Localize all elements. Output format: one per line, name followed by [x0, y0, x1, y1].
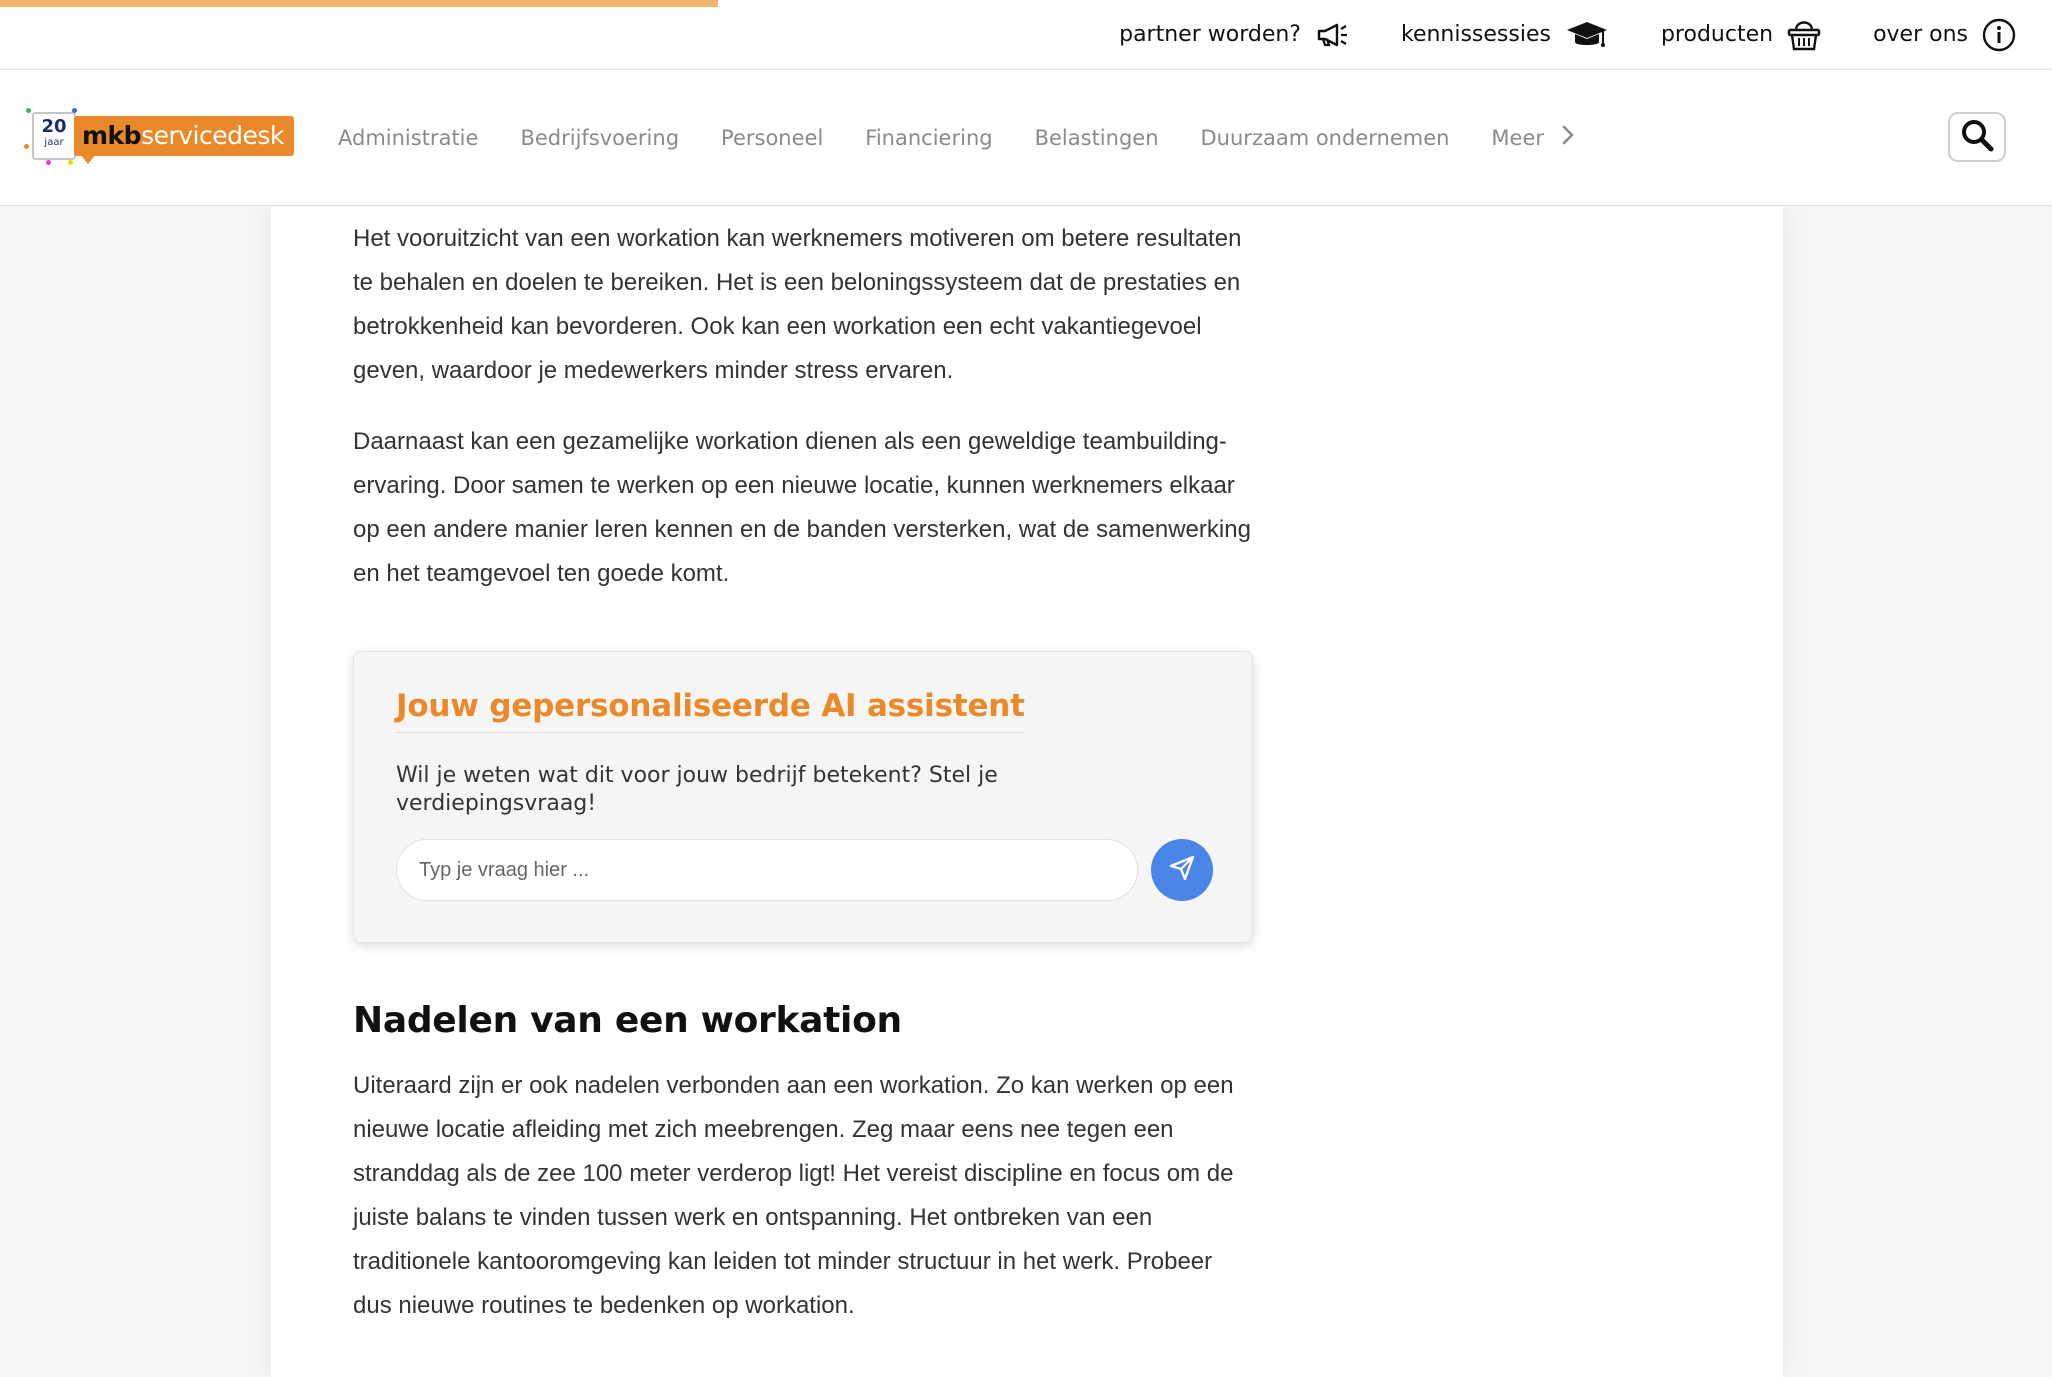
question-input-wrapper [396, 839, 1138, 901]
nav-item-bedrijfsvoering[interactable]: Bedrijfsvoering [520, 125, 680, 150]
article-paragraph: Het vooruitzicht van een workation kan werknemers motiveren om betere resultaten te behalen en doelen te bereiken. Het is een beloningssysteem dat de prestaties en betrokkenheid kan bevorderen. Ook kan een workation een echt vakantiegevoel geven, waardoor je medewerkers minder stress ervaren. [353, 225, 1242, 384]
confetti-dot [24, 144, 29, 149]
content-column [271, 205, 1783, 1377]
meer-label: Meer [1491, 125, 1545, 150]
confetti-dot [68, 160, 73, 165]
section-heading: Nadelen van een workation [353, 1000, 902, 1041]
kennissessies-label: kennissessies [1400, 22, 1551, 47]
ai-assistant-title: Jouw gepersonaliseerde AI assistent [396, 688, 1025, 733]
nav-item-belastingen[interactable]: Belastingen [1034, 125, 1159, 150]
confetti-dot [46, 160, 51, 165]
megaphone-icon [1315, 22, 1349, 48]
info-circle-icon [1982, 18, 2016, 52]
brand-wordmark: mkbservicedesk [74, 116, 294, 156]
article-paragraph: Daarnaast kan een gezamelijke workation dienen als een geweldige teambuilding-ervaring. Door samen te werken op een nieuwe locatie, kunnen werknemers elkaar op een andere manier leren kennen en de banden versterken, wat de samenwerking en het teamgevoel ten goede komt. [353, 428, 1251, 587]
producten-label: producten [1660, 22, 1774, 47]
graduation-cap-icon [1565, 20, 1609, 50]
send-button[interactable] [1151, 839, 1213, 901]
partner-worden-link[interactable] [1119, 22, 1349, 48]
nav-item-meer[interactable] [1491, 125, 1574, 150]
article-paragraph: Uiteraard zijn er ook nadelen verbonden aan een workation. Zo kan werken op een nieuwe locatie afleiding met zich meebrengen. Zeg maar eens nee tegen een stranddag als de zee 100 meter verderop ligt! Het vereist discipline en focus om de juiste balans te vinden tussen werk en ontspanning. Het ontbreken van een traditionele kantooromgeving kan leiden tot minder structuur in het werk. Probeer dus nieuwe routines te bedenken op workation. [353, 1072, 1234, 1319]
confetti-dot [72, 108, 77, 113]
mkb-servicedesk-logo[interactable] [24, 108, 300, 170]
search-icon [1960, 118, 1994, 157]
kennissessies-link[interactable] [1401, 20, 1609, 50]
over-ons-link[interactable] [1873, 18, 2016, 52]
basket-icon [1787, 19, 1821, 51]
search-button[interactable] [1948, 112, 2006, 162]
partner-worden-label: partner worden? [1119, 22, 1301, 47]
question-input[interactable] [396, 839, 1138, 901]
confetti-dot [26, 108, 31, 113]
top-utility-bar [0, 0, 2052, 70]
scroll-progress-bar [0, 0, 718, 7]
ai-assistant-box [353, 651, 1253, 943]
nav-item-administratie[interactable]: Administratie [338, 125, 479, 150]
over-ons-label: over ons [1873, 22, 1968, 47]
nav-item-personeel[interactable]: Personeel [721, 125, 824, 150]
main-navigation [0, 70, 2052, 206]
badge-number: 20 [41, 116, 67, 137]
nav-item-duurzaam-ondernemen[interactable]: Duurzaam ondernemen [1200, 125, 1450, 150]
speech-tail [80, 154, 96, 164]
badge-word: jaar [44, 137, 64, 148]
nav-item-financiering[interactable]: Financiering [865, 125, 993, 150]
producten-link[interactable] [1661, 19, 1821, 51]
anniversary-badge [32, 112, 76, 160]
ai-assistant-description: Wil je weten wat dit voor jouw bedrijf betekent? Stel je verdiepingsvraag! [396, 763, 998, 816]
send-icon [1168, 854, 1196, 887]
chevron-right-icon [1562, 125, 1574, 150]
